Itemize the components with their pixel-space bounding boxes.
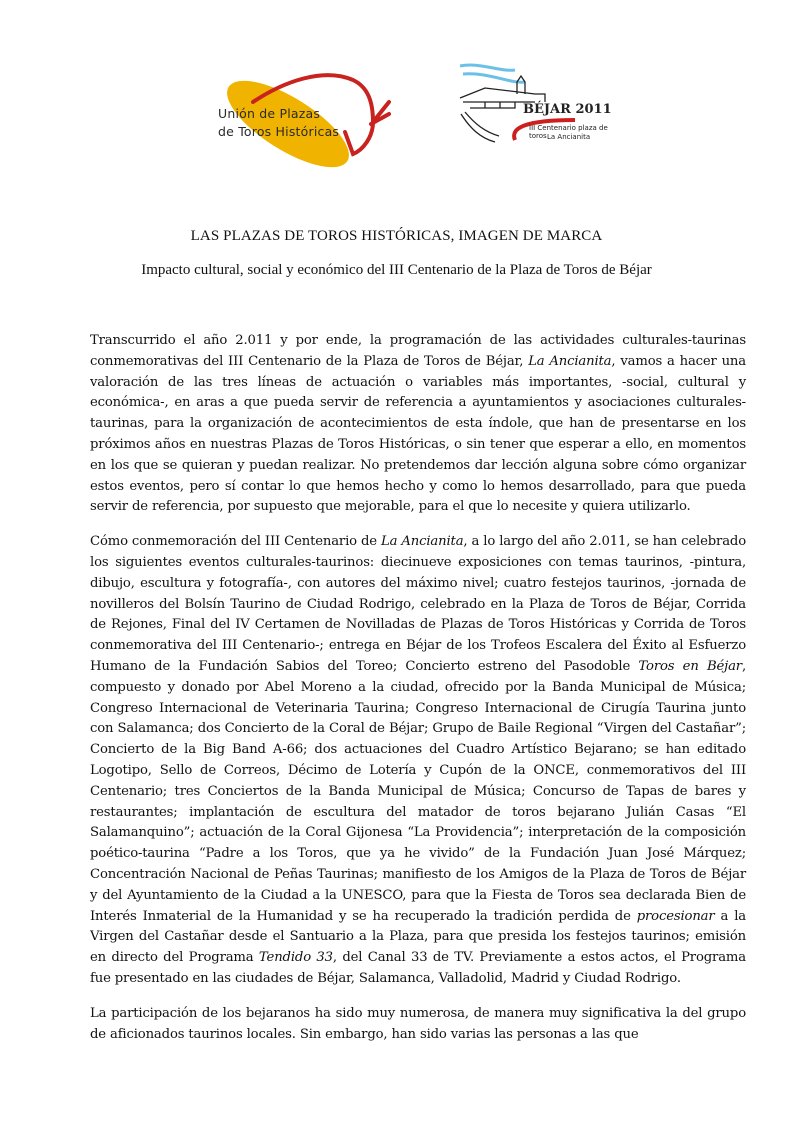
sky-stroke bbox=[460, 65, 515, 70]
bejar-2011-title: BÉJAR 2011 bbox=[523, 102, 612, 117]
italic-text: La Ancianita bbox=[528, 353, 612, 369]
union-plazas-logo bbox=[213, 62, 393, 172]
paragraph-text: , vamos a hacer una valoración de las tres líneas de actuación o variables más importantes, -social, cultural y económica-, en aras a que pueda servir de referencia a ayuntamientos y asociaciones culturales-taurinas, para la organización de acontecimientos de esta índole, que han de presentarse en los próximos años en nuestras Plazas de Toros Históricas, o sin tener que esperar a ello, en momentos en los que se quieran y puedan realizar. No pretendemos dar lección alguna sobre cómo organizar estos eventos, pero sí contar lo que hemos hecho y como lo hemos desarrollado, para que pueda servir de referencia, por supuesto que mejorable, para el que lo necesite y quiera utilizarlo. bbox=[90, 353, 746, 515]
paragraph-text: Cómo conmemoración del III Centenario de bbox=[90, 534, 382, 550]
paragraph-text: , compuesto y donado por Abel Moreno a la ciudad, ofrecido por la Banda Municipal de Música; Congreso Internacional de Veterinaria Taurina; Congreso Internacional de Cirugía Taurina junto con Salamanca; dos Concierto de la Coral de Béjar; Grupo de Baile Regional “Virgen del Castañar”; Concierto de la Big Band A-66; dos actuaciones del Cuadro Artístico Bejarano; se han editado Logotipo, Sello de Correos, Décimo de Lotería y Cupón de la ONCE, conmemorativos del III Centenario; tres Conciertos de la Banda Municipal de Música; Concurso de Tapas de bares y restaurantes; implantación de escultura del matador de toros bejarano Julián Casas “El Salamanquino”; actuación de la Coral Gijonesa “La Providencia”; interpretación de la composición poético-taurina “Padre a los Toros, que ya he vivido” de la Fundación Juan José Márquez; Concentración Nacional de Peñas Taurinas; manifiesto de los Amigos de la Plaza de Toros de Béjar y del Ayuntamiento de la Ciudad a la UNESCO, para que la Fiesta de Toros sea declarada Bien de Interés Inmaterial de la Humanidad y se ha recuperado la tradición perdida de bbox=[90, 658, 746, 924]
body-paragraph bbox=[90, 331, 746, 518]
paragraph-text: a la Virgen del Castañar desde el Santuario a la Plaza, para que presida los festejos taurinos; emisión en directo del Programa bbox=[90, 908, 746, 966]
body-paragraph bbox=[90, 1004, 746, 1046]
logo-text-line2: de Toros Históricas bbox=[218, 124, 340, 139]
document-title: LAS PLAZAS DE TOROS HISTÓRICAS, IMAGEN DE MARCA bbox=[190, 228, 603, 244]
paragraph-text: , del Canal 33 de TV. Previamente a estos actos, el Programa fue presentado en las ciudades de Béjar, Salamanca, Valladolid, Madrid y Ciudad Rodrigo. bbox=[90, 950, 746, 986]
paragraph-text: Transcurrido el año 2.011 y por ende, la programación de las actividades culturales-taurinas conmemorativas del III Centenario de la Plaza de Toros de Béjar, bbox=[90, 333, 746, 369]
logo-text-line1: Unión de Plazas bbox=[218, 106, 321, 121]
ancianita-caption: La Ancianita bbox=[547, 133, 591, 141]
italic-text: procesionar bbox=[636, 908, 715, 924]
paragraph-text: , a lo largo del año 2.011, se han celebrado los siguientes eventos culturales-taurinos: diecinueve exposiciones con temas taurinos, -pintura, dibujo, escultura y fotografía-, con autores del máximo nivel; cuatro festejos taurinos, -jornada de novilleros del Bolsín Taurino de Ciudad Rodrigo, celebrado en la Plaza de Toros de Béjar, Corrida de Rejones, Final del IV Certamen de Novilladas de Plazas de Toros Históricas y Corrida de Toros conmemorativa del III Centenario-; entrega en Béjar de los Trofeos Escalera del Éxito al Esfuerzo Humano de la Fundación Sabios del Toreo; Concierto estreno del Pasodoble bbox=[90, 534, 746, 674]
paragraph-text: La participación de los bejaranos ha sido muy numerosa, de manera muy significativa la del grupo de aficionados taurinos locales. Sin embargo, han sido varias las personas a las que bbox=[90, 1005, 746, 1042]
sky-stroke bbox=[463, 74, 525, 82]
body-paragraph bbox=[90, 532, 746, 990]
italic-text: Toros en Béjar bbox=[638, 658, 742, 674]
italic-text: La Ancianita bbox=[381, 534, 464, 550]
document-subtitle: Impacto cultural, social y económico del III Centenario de la Plaza de Toros de Béjar bbox=[141, 262, 652, 278]
centenario-caption: III Centenario plaza de toros bbox=[529, 124, 608, 140]
italic-text: Tendido 33 bbox=[258, 950, 333, 966]
bejar-2011-logo bbox=[455, 58, 615, 153]
document-body bbox=[90, 331, 746, 1059]
